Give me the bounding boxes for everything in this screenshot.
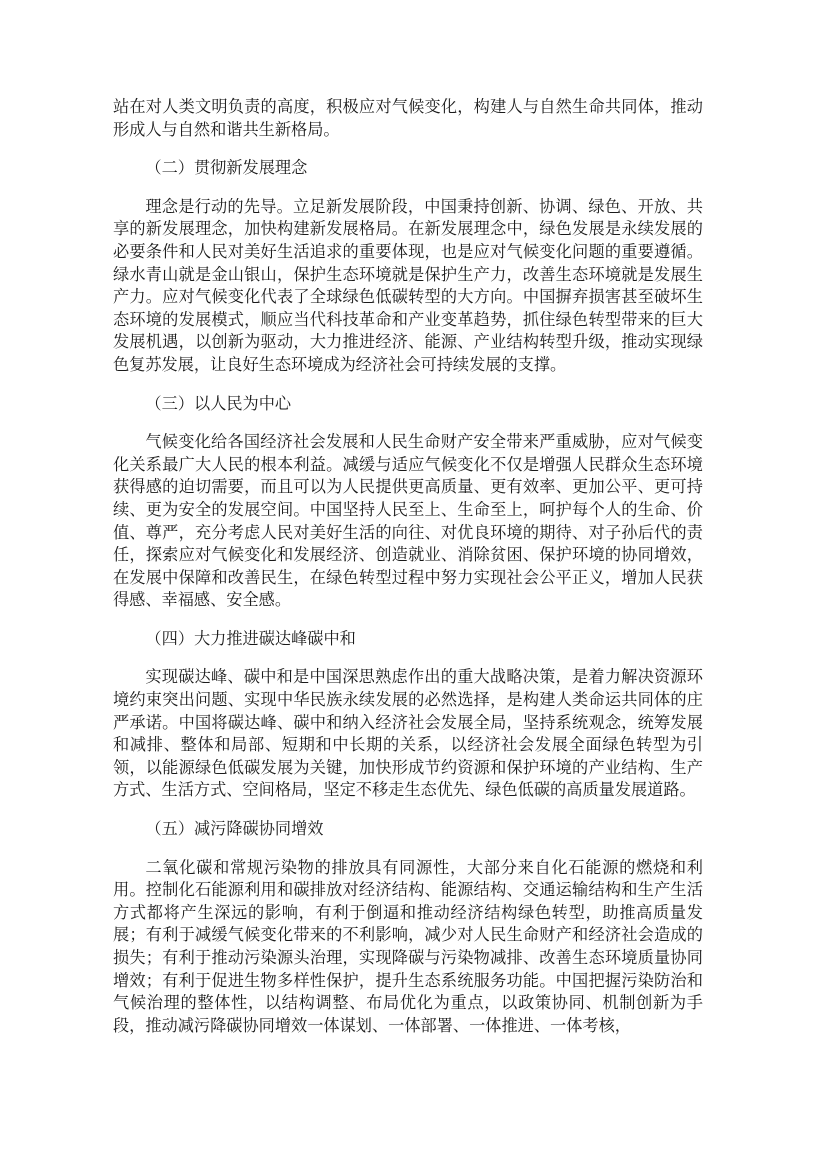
section-body-4: 实现碳达峰、碳中和是中国深思熟虑作出的重大战略决策，是着力解决资源环境约束突出问题、实现中华民族永续发展的必然选择，是构建人类命运共同体的庄严承诺。中国将碳达峰、碳中和纳入经济社会发展全局，坚持系统观念，统筹发展和减排、整体和局部、短期和中长期的关系，以经济社会发展全面绿色转型为引领，以能源绿色低碳发展为关键，加快形成节约资源和保护环境的产业结构、生产方式、生活方式、空间格局，坚定不移走生态优先、绿色低碳的高质量发展道路。 [113,667,703,800]
spacer [113,415,703,431]
section-body-2: 理念是行动的先导。立足新发展阶段，中国秉持创新、协调、绿色、开放、共享的新发展理念，加快构建新发展格局。在新发展理念中，绿色发展是永续发展的必要条件和人民对美好生活追求的重要体现，也是应对气候变化问题的重要遵循。绿水青山就是金山银山，保护生态环境就是保护生产力，改善生态环境就是发展生产力。应对气候变化代表了全球绿色低碳转型的大方向。中国摒弃损害甚至破坏生态环境的发展模式，顺应当代科技革命和产业变革趋势，抓住绿色转型带来的巨大发展机遇，以创新为驱动，大力推进经济、能源、产业结构转型升级，推动实现绿色复苏发展，让良好生态环境成为经济社会可持续发展的支撑。 [113,196,703,374]
spacer [113,612,703,628]
section-heading-2: （二）贯彻新发展理念 [145,158,308,178]
spacer [113,650,703,666]
section-heading-5: （五）减污降碳协同增效 [145,819,324,839]
spacer [113,377,703,393]
spacer [113,141,703,157]
spacer [113,180,703,196]
section-body-3: 气候变化给各国经济社会发展和人民生命财产安全带来严重威胁，应对气候变化关系最广大人民的根本利益。减缓与适应气候变化不仅是增强人民群众生态环境获得感的迫切需要，而且可以为人民提供更高质量、更有效率、更加公平、更可持续、更为安全的发展空间。中国坚持人民至上、生命至上，呵护每个人的生命、价值、尊严，充分考虑人民对美好生活的向往、对优良环境的期待、对子孙后代的责任，探索应对气候变化和发展经济、创造就业、消除贫困、保护环境的协同增效，在发展中保障和改善民生，在绿色转型过程中努力实现社会公平正义，增加人民获得感、幸福感、安全感。 [113,432,703,610]
section-heading-3: （三）以人民为中心 [145,393,292,413]
spacer [113,802,703,818]
spacer [113,841,703,857]
document-page [113,96,703,1037]
section-body-5: 二氧化碳和常规污染物的排放具有同源性，大部分来自化石能源的燃烧和利用。控制化石能源利用和碳排放对经济结构、能源结构、交通运输结构和生产生活方式都将产生深远的影响，有利于倒逼和推动经济结构绿色转型，助推高质量发展；有利于减缓气候变化带来的不利影响，减少对人民生命财产和经济社会造成的损失；有利于推动污染源头治理，实现降碳与污染物减排、改善生态环境质量协同增效；有利于促进生物多样性保护，提升生态系统服务功能。中国把握污染防治和气候治理的整体性，以结构调整、布局优化为重点，以政策协同、机制创新为手段，推动减污降碳协同增效一体谋划、一体部署、一体推进、一体考核， [113,857,703,1035]
section-heading-4: （四）大力推进碳达峰碳中和 [145,628,356,648]
intro-paragraph: 站在对人类文明负责的高度，积极应对气候变化，构建人与自然生命共同体，推动形成人与自然和谐共生新格局。 [113,97,703,139]
